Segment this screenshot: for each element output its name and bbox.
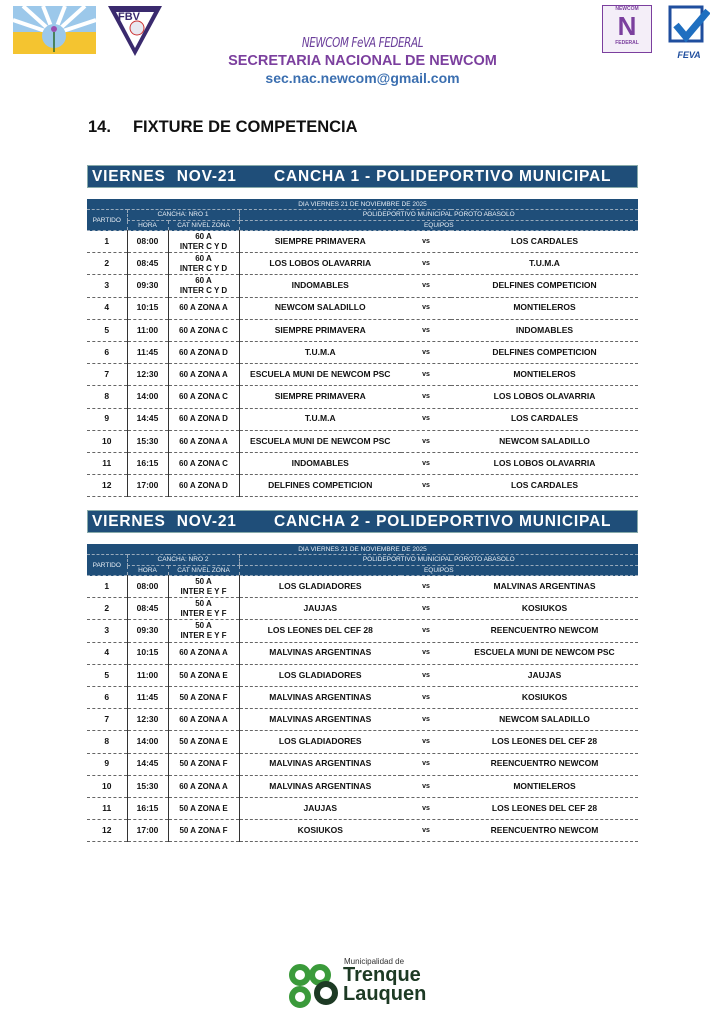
vs-label: vs	[401, 753, 451, 775]
match-time: 16:15	[127, 452, 168, 474]
hora-header: HORA	[127, 565, 168, 576]
match-row	[87, 775, 638, 797]
fbv-logo-text: FBV	[118, 11, 140, 23]
home-team: LOS GLADIADORES	[239, 576, 401, 598]
header-row-venue	[87, 555, 638, 566]
match-category: 50 A ZONA F	[168, 820, 239, 842]
match-number: 7	[87, 364, 127, 386]
section-number: 14.	[88, 118, 111, 136]
match-time: 17:00	[127, 475, 168, 497]
vs-label: vs	[401, 386, 451, 408]
match-time: 10:15	[127, 642, 168, 664]
match-row	[87, 642, 638, 664]
court-banner-1	[87, 165, 638, 188]
match-time: 17:00	[127, 820, 168, 842]
cat-header: CAT NIVEL ZONA	[168, 565, 239, 576]
away-team: REENCUENTRO NEWCOM	[451, 820, 638, 842]
away-team: LOS LOBOS OLAVARRIA	[451, 452, 638, 474]
home-team: LOS GLADIADORES	[239, 731, 401, 753]
match-number: 10	[87, 430, 127, 452]
newcom-logo-top: NEWCOM	[615, 6, 639, 12]
home-team: DELFINES COMPETICION	[239, 475, 401, 497]
vs-label: vs	[401, 408, 451, 430]
match-number: 4	[87, 297, 127, 319]
match-category: 60 A ZONA A	[168, 709, 239, 731]
home-team: T.U.M.A	[239, 341, 401, 363]
match-row	[87, 598, 638, 620]
match-time: 10:15	[127, 297, 168, 319]
match-time: 11:45	[127, 341, 168, 363]
match-row	[87, 275, 638, 297]
away-team: MONTIELEROS	[451, 364, 638, 386]
equipos-header: EQUIPOS	[239, 220, 638, 231]
vs-label: vs	[401, 231, 451, 253]
home-team: NEWCOM SALADILLO	[239, 297, 401, 319]
match-row	[87, 452, 638, 474]
home-team: SIEMPRE PRIMAVERA	[239, 319, 401, 341]
match-number: 8	[87, 731, 127, 753]
match-time: 16:15	[127, 797, 168, 819]
vs-label: vs	[401, 820, 451, 842]
match-time: 11:00	[127, 664, 168, 686]
venue-header: POLIDEPORTIVO MUNICIPAL POROTO ABASOLO	[239, 210, 638, 221]
vs-label: vs	[401, 319, 451, 341]
cat-header: CAT NIVEL ZONA	[168, 220, 239, 231]
trenque-lauquen-logo	[288, 955, 438, 1011]
away-team: LOS CARDALES	[451, 475, 638, 497]
match-time: 12:30	[127, 364, 168, 386]
home-team: T.U.M.A	[239, 408, 401, 430]
header-row-columns	[87, 565, 638, 576]
vs-label: vs	[401, 775, 451, 797]
vs-label: vs	[401, 430, 451, 452]
home-team: SIEMPRE PRIMAVERA	[239, 386, 401, 408]
match-time: 15:30	[127, 775, 168, 797]
newcom-federal-logo: NEWCOM N FEDERAL	[602, 5, 652, 53]
home-team: MALVINAS ARGENTINAS	[239, 686, 401, 708]
away-team: KOSIUKOS	[451, 598, 638, 620]
header-row-venue	[87, 210, 638, 221]
header-row-date	[87, 199, 638, 210]
match-category: 50 A INTER E Y F	[168, 620, 239, 642]
banner-day: VIERNES NOV-21	[92, 512, 237, 530]
vs-label: vs	[401, 576, 451, 598]
header-line2: SECRETARIA NACIONAL DE NEWCOM	[228, 53, 497, 69]
away-team: LOS LEONES DEL CEF 28	[451, 731, 638, 753]
home-team: JAUJAS	[239, 598, 401, 620]
recycle-circles-icon	[288, 963, 342, 1011]
header-line1: NEWCOM FeVA FEDERAL	[301, 36, 424, 51]
banner-court: CANCHA 2 - POLIDEPORTIVO MUNICIPAL	[274, 512, 612, 530]
partido-header: PARTIDO	[87, 210, 127, 231]
match-number: 8	[87, 386, 127, 408]
match-category: 60 A ZONA A	[168, 364, 239, 386]
match-number: 10	[87, 775, 127, 797]
away-team: NEWCOM SALADILLO	[451, 709, 638, 731]
match-category: 50 A INTER E Y F	[168, 576, 239, 598]
match-number: 11	[87, 797, 127, 819]
match-row	[87, 297, 638, 319]
home-team: JAUJAS	[239, 797, 401, 819]
match-time: 11:45	[127, 686, 168, 708]
away-team: LOS LEONES DEL CEF 28	[451, 797, 638, 819]
equipos-header: EQUIPOS	[239, 565, 638, 576]
home-team: MALVINAS ARGENTINAS	[239, 709, 401, 731]
vs-label: vs	[401, 275, 451, 297]
match-time: 08:00	[127, 576, 168, 598]
away-team: NEWCOM SALADILLO	[451, 430, 638, 452]
match-category: 60 A ZONA C	[168, 452, 239, 474]
match-category: 60 A ZONA C	[168, 386, 239, 408]
match-number: 3	[87, 275, 127, 297]
home-team: MALVINAS ARGENTINAS	[239, 775, 401, 797]
match-time: 08:45	[127, 598, 168, 620]
match-category: 50 A ZONA E	[168, 731, 239, 753]
match-number: 1	[87, 231, 127, 253]
vs-label: vs	[401, 297, 451, 319]
newcom-logo-bottom: FEDERAL	[615, 40, 639, 46]
away-team: LOS CARDALES	[451, 231, 638, 253]
home-team: LOS LEONES DEL CEF 28	[239, 620, 401, 642]
section-title-text: FIXTURE DE COMPETENCIA	[132, 118, 358, 136]
match-category: 60 A INTER C Y D	[168, 231, 239, 253]
match-category: 60 A ZONA A	[168, 430, 239, 452]
date-header: DIA VIERNES 21 DE NOVIEMBRE DE 2025	[87, 544, 638, 555]
vs-label: vs	[401, 598, 451, 620]
match-time: 15:30	[127, 430, 168, 452]
vs-label: vs	[401, 664, 451, 686]
home-team: MALVINAS ARGENTINAS	[239, 642, 401, 664]
banner-court: CANCHA 1 - POLIDEPORTIVO MUNICIPAL	[274, 167, 612, 185]
match-row	[87, 620, 638, 642]
vs-label: vs	[401, 642, 451, 664]
match-time: 14:45	[127, 408, 168, 430]
match-category: 60 A INTER C Y D	[168, 253, 239, 275]
match-time: 14:00	[127, 386, 168, 408]
away-team: MALVINAS ARGENTINAS	[451, 576, 638, 598]
match-time: 14:00	[127, 731, 168, 753]
logo-name: Trenque Lauquen	[343, 964, 427, 1005]
match-row	[87, 576, 638, 598]
match-number: 9	[87, 753, 127, 775]
match-row	[87, 364, 638, 386]
home-team: ESCUELA MUNI DE NEWCOM PSC	[239, 430, 401, 452]
match-number: 7	[87, 709, 127, 731]
match-time: 08:45	[127, 253, 168, 275]
home-team: KOSIUKOS	[239, 820, 401, 842]
feva-logo-text: FEVA	[677, 50, 701, 60]
match-time: 14:45	[127, 753, 168, 775]
match-row	[87, 820, 638, 842]
match-category: 60 A INTER C Y D	[168, 275, 239, 297]
match-category: 60 A ZONA D	[168, 341, 239, 363]
vs-label: vs	[401, 253, 451, 275]
match-time: 09:30	[127, 275, 168, 297]
court-banner-2	[87, 510, 638, 533]
match-category: 50 A ZONA E	[168, 664, 239, 686]
home-team: LOS GLADIADORES	[239, 664, 401, 686]
banner-day: VIERNES NOV-21	[92, 167, 237, 185]
match-row	[87, 475, 638, 497]
match-time: 11:00	[127, 319, 168, 341]
match-row	[87, 231, 638, 253]
match-number: 2	[87, 253, 127, 275]
match-row	[87, 386, 638, 408]
away-team: KOSIUKOS	[451, 686, 638, 708]
section-title	[88, 118, 380, 137]
cancha-header: CANCHA: NRO 1	[127, 210, 239, 221]
match-number: 2	[87, 598, 127, 620]
match-row	[87, 319, 638, 341]
vs-label: vs	[401, 686, 451, 708]
vs-label: vs	[401, 452, 451, 474]
fixture-table-court-1	[87, 199, 638, 497]
match-number: 12	[87, 820, 127, 842]
match-row	[87, 731, 638, 753]
partido-header: PARTIDO	[87, 555, 127, 576]
vs-label: vs	[401, 731, 451, 753]
match-row	[87, 664, 638, 686]
match-row	[87, 686, 638, 708]
vs-label: vs	[401, 364, 451, 386]
header-row-columns	[87, 220, 638, 231]
away-team: REENCUENTRO NEWCOM	[451, 620, 638, 642]
match-time: 09:30	[127, 620, 168, 642]
header-row-date	[87, 544, 638, 555]
match-category: 50 A ZONA F	[168, 753, 239, 775]
vs-label: vs	[401, 341, 451, 363]
match-number: 3	[87, 620, 127, 642]
home-team: INDOMABLES	[239, 452, 401, 474]
match-number: 5	[87, 319, 127, 341]
match-row	[87, 408, 638, 430]
match-row	[87, 341, 638, 363]
header-email[interactable]: sec.nac.newcom@gmail.com	[265, 70, 460, 86]
match-row	[87, 430, 638, 452]
match-category: 60 A ZONA D	[168, 408, 239, 430]
away-team: MONTIELEROS	[451, 775, 638, 797]
match-category: 60 A ZONA A	[168, 642, 239, 664]
match-number: 1	[87, 576, 127, 598]
away-team: JAUJAS	[451, 664, 638, 686]
home-team: INDOMABLES	[239, 275, 401, 297]
fixture-table-court-2	[87, 544, 638, 842]
match-number: 6	[87, 341, 127, 363]
away-team: T.U.M.A	[451, 253, 638, 275]
hora-header: HORA	[127, 220, 168, 231]
home-team: SIEMPRE PRIMAVERA	[239, 231, 401, 253]
match-number: 11	[87, 452, 127, 474]
match-category: 60 A ZONA A	[168, 297, 239, 319]
home-team: ESCUELA MUNI DE NEWCOM PSC	[239, 364, 401, 386]
match-category: 50 A ZONA E	[168, 797, 239, 819]
match-number: 6	[87, 686, 127, 708]
logo-small-text: Municipalidad de	[344, 957, 405, 966]
vs-label: vs	[401, 709, 451, 731]
page-header	[0, 36, 725, 86]
vs-label: vs	[401, 797, 451, 819]
away-team: LOS LOBOS OLAVARRIA	[451, 386, 638, 408]
match-row	[87, 253, 638, 275]
date-header: DIA VIERNES 21 DE NOVIEMBRE DE 2025	[87, 199, 638, 210]
away-team: ESCUELA MUNI DE NEWCOM PSC	[451, 642, 638, 664]
vs-label: vs	[401, 475, 451, 497]
match-number: 9	[87, 408, 127, 430]
match-category: 60 A ZONA C	[168, 319, 239, 341]
match-number: 12	[87, 475, 127, 497]
match-number: 4	[87, 642, 127, 664]
match-time: 12:30	[127, 709, 168, 731]
match-category: 60 A ZONA A	[168, 775, 239, 797]
match-number: 5	[87, 664, 127, 686]
match-time: 08:00	[127, 231, 168, 253]
home-team: LOS LOBOS OLAVARRIA	[239, 253, 401, 275]
cancha-header: CANCHA: NRO 2	[127, 555, 239, 566]
match-category: 50 A INTER E Y F	[168, 598, 239, 620]
away-team: DELFINES COMPETICION	[451, 341, 638, 363]
away-team: MONTIELEROS	[451, 297, 638, 319]
away-team: INDOMABLES	[451, 319, 638, 341]
venue-header: POLIDEPORTIVO MUNICIPAL POROTO ABASOLO	[239, 555, 638, 566]
match-category: 60 A ZONA D	[168, 475, 239, 497]
home-team: MALVINAS ARGENTINAS	[239, 753, 401, 775]
away-team: REENCUENTRO NEWCOM	[451, 753, 638, 775]
match-category: 50 A ZONA F	[168, 686, 239, 708]
match-row	[87, 753, 638, 775]
away-team: DELFINES COMPETICION	[451, 275, 638, 297]
vs-label: vs	[401, 620, 451, 642]
away-team: LOS CARDALES	[451, 408, 638, 430]
match-row	[87, 797, 638, 819]
match-row	[87, 709, 638, 731]
